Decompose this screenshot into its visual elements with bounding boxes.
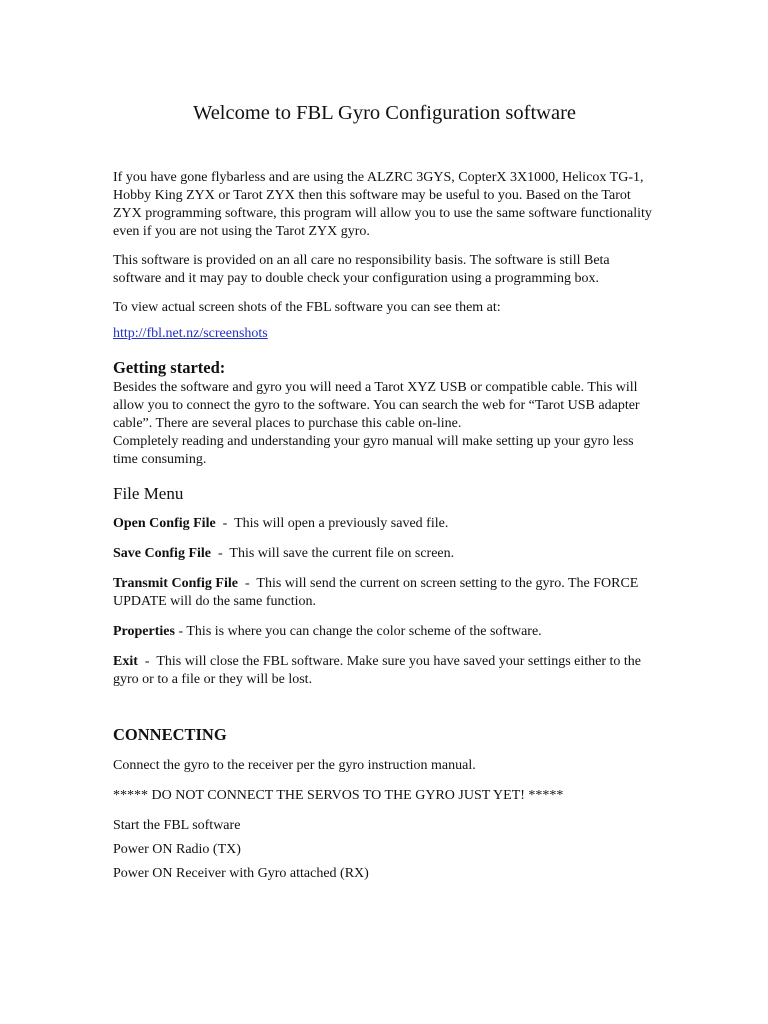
file-menu-separator: - [237, 576, 257, 591]
file-menu-item-properties [113, 623, 656, 641]
screenshots-link-line [113, 325, 656, 343]
file-menu-separator: - [215, 516, 235, 531]
file-menu-description: This will send the current on screen setting to the gyro. The FORCE UPDATE will do the same function. [113, 576, 639, 609]
connecting-step-receiver: Power ON Receiver with Gyro attached (RX) [113, 866, 369, 881]
file-menu-heading: File Menu [113, 484, 184, 503]
file-menu-description: This will close the FBL software. Make sure you have saved your settings either to the gyro or to a file or they will be lost. [113, 654, 642, 687]
file-menu-term: Open Config File [113, 516, 216, 531]
file-menu-term: Properties [113, 624, 175, 639]
file-menu-description: This will open a previously saved file. [234, 516, 449, 531]
connecting-step-radio: Power ON Radio (TX) [113, 842, 241, 857]
file-menu-term: Transmit Config File [113, 576, 238, 591]
file-menu-item-save [113, 545, 656, 563]
file-menu-separator: - [211, 546, 230, 561]
getting-started-paragraph-1: Besides the software and gyro you will need a Tarot XYZ USB or compatible cable. This will allow you to connect the gyro to the software. You can search the web for “Tarot USB adapter cable”. There are several places to purchase this cable on-line. [113, 380, 640, 431]
getting-started-paragraph-2: Completely reading and understanding your gyro manual will make setting up your gyro less time consuming. [113, 434, 634, 467]
file-menu-item-exit [113, 653, 656, 689]
file-menu-term: Save Config File [113, 546, 211, 561]
page-title: Welcome to FBL Gyro Configuration software [192, 102, 577, 124]
connecting-warning: ***** DO NOT CONNECT THE SERVOS TO THE GYRO JUST YET! ***** [113, 788, 564, 803]
file-menu-description: This will save the current file on screen. [229, 546, 455, 561]
connecting-step-start: Start the FBL software [113, 818, 241, 833]
screenshots-link[interactable]: http://fbl.net.nz/screenshots [113, 326, 268, 341]
file-menu-separator: - [137, 654, 157, 669]
connecting-heading: CONNECTING [113, 725, 227, 744]
file-menu-item-transmit [113, 575, 656, 611]
intro-paragraph-2: This software is provided on an all care no responsibility basis. The software is still Beta software and it may pay to double check your configuration using a programming box. [113, 253, 610, 286]
file-menu-list [113, 515, 656, 689]
file-menu-separator: - [174, 624, 187, 639]
getting-started-heading: Getting started: [113, 358, 226, 377]
file-menu-description: This is where you can change the color scheme of the software. [186, 624, 542, 639]
file-menu-term: Exit [113, 654, 138, 669]
intro-paragraph-1: If you have gone flybarless and are using the ALZRC 3GYS, CopterX 3X1000, Helicox TG-1, Hobby King ZYX or Tarot ZYX then this software may be useful to you. Based on the Tarot ZYX programming software, this program will allow you to use the same software functionality even if you are not using the Tarot ZYX gyro. [113, 170, 652, 239]
connecting-paragraph-1: Connect the gyro to the receiver per the gyro instruction manual. [113, 758, 476, 773]
file-menu-item-open [113, 515, 656, 533]
intro-paragraph-3: To view actual screen shots of the FBL software you can see them at: [113, 300, 501, 315]
